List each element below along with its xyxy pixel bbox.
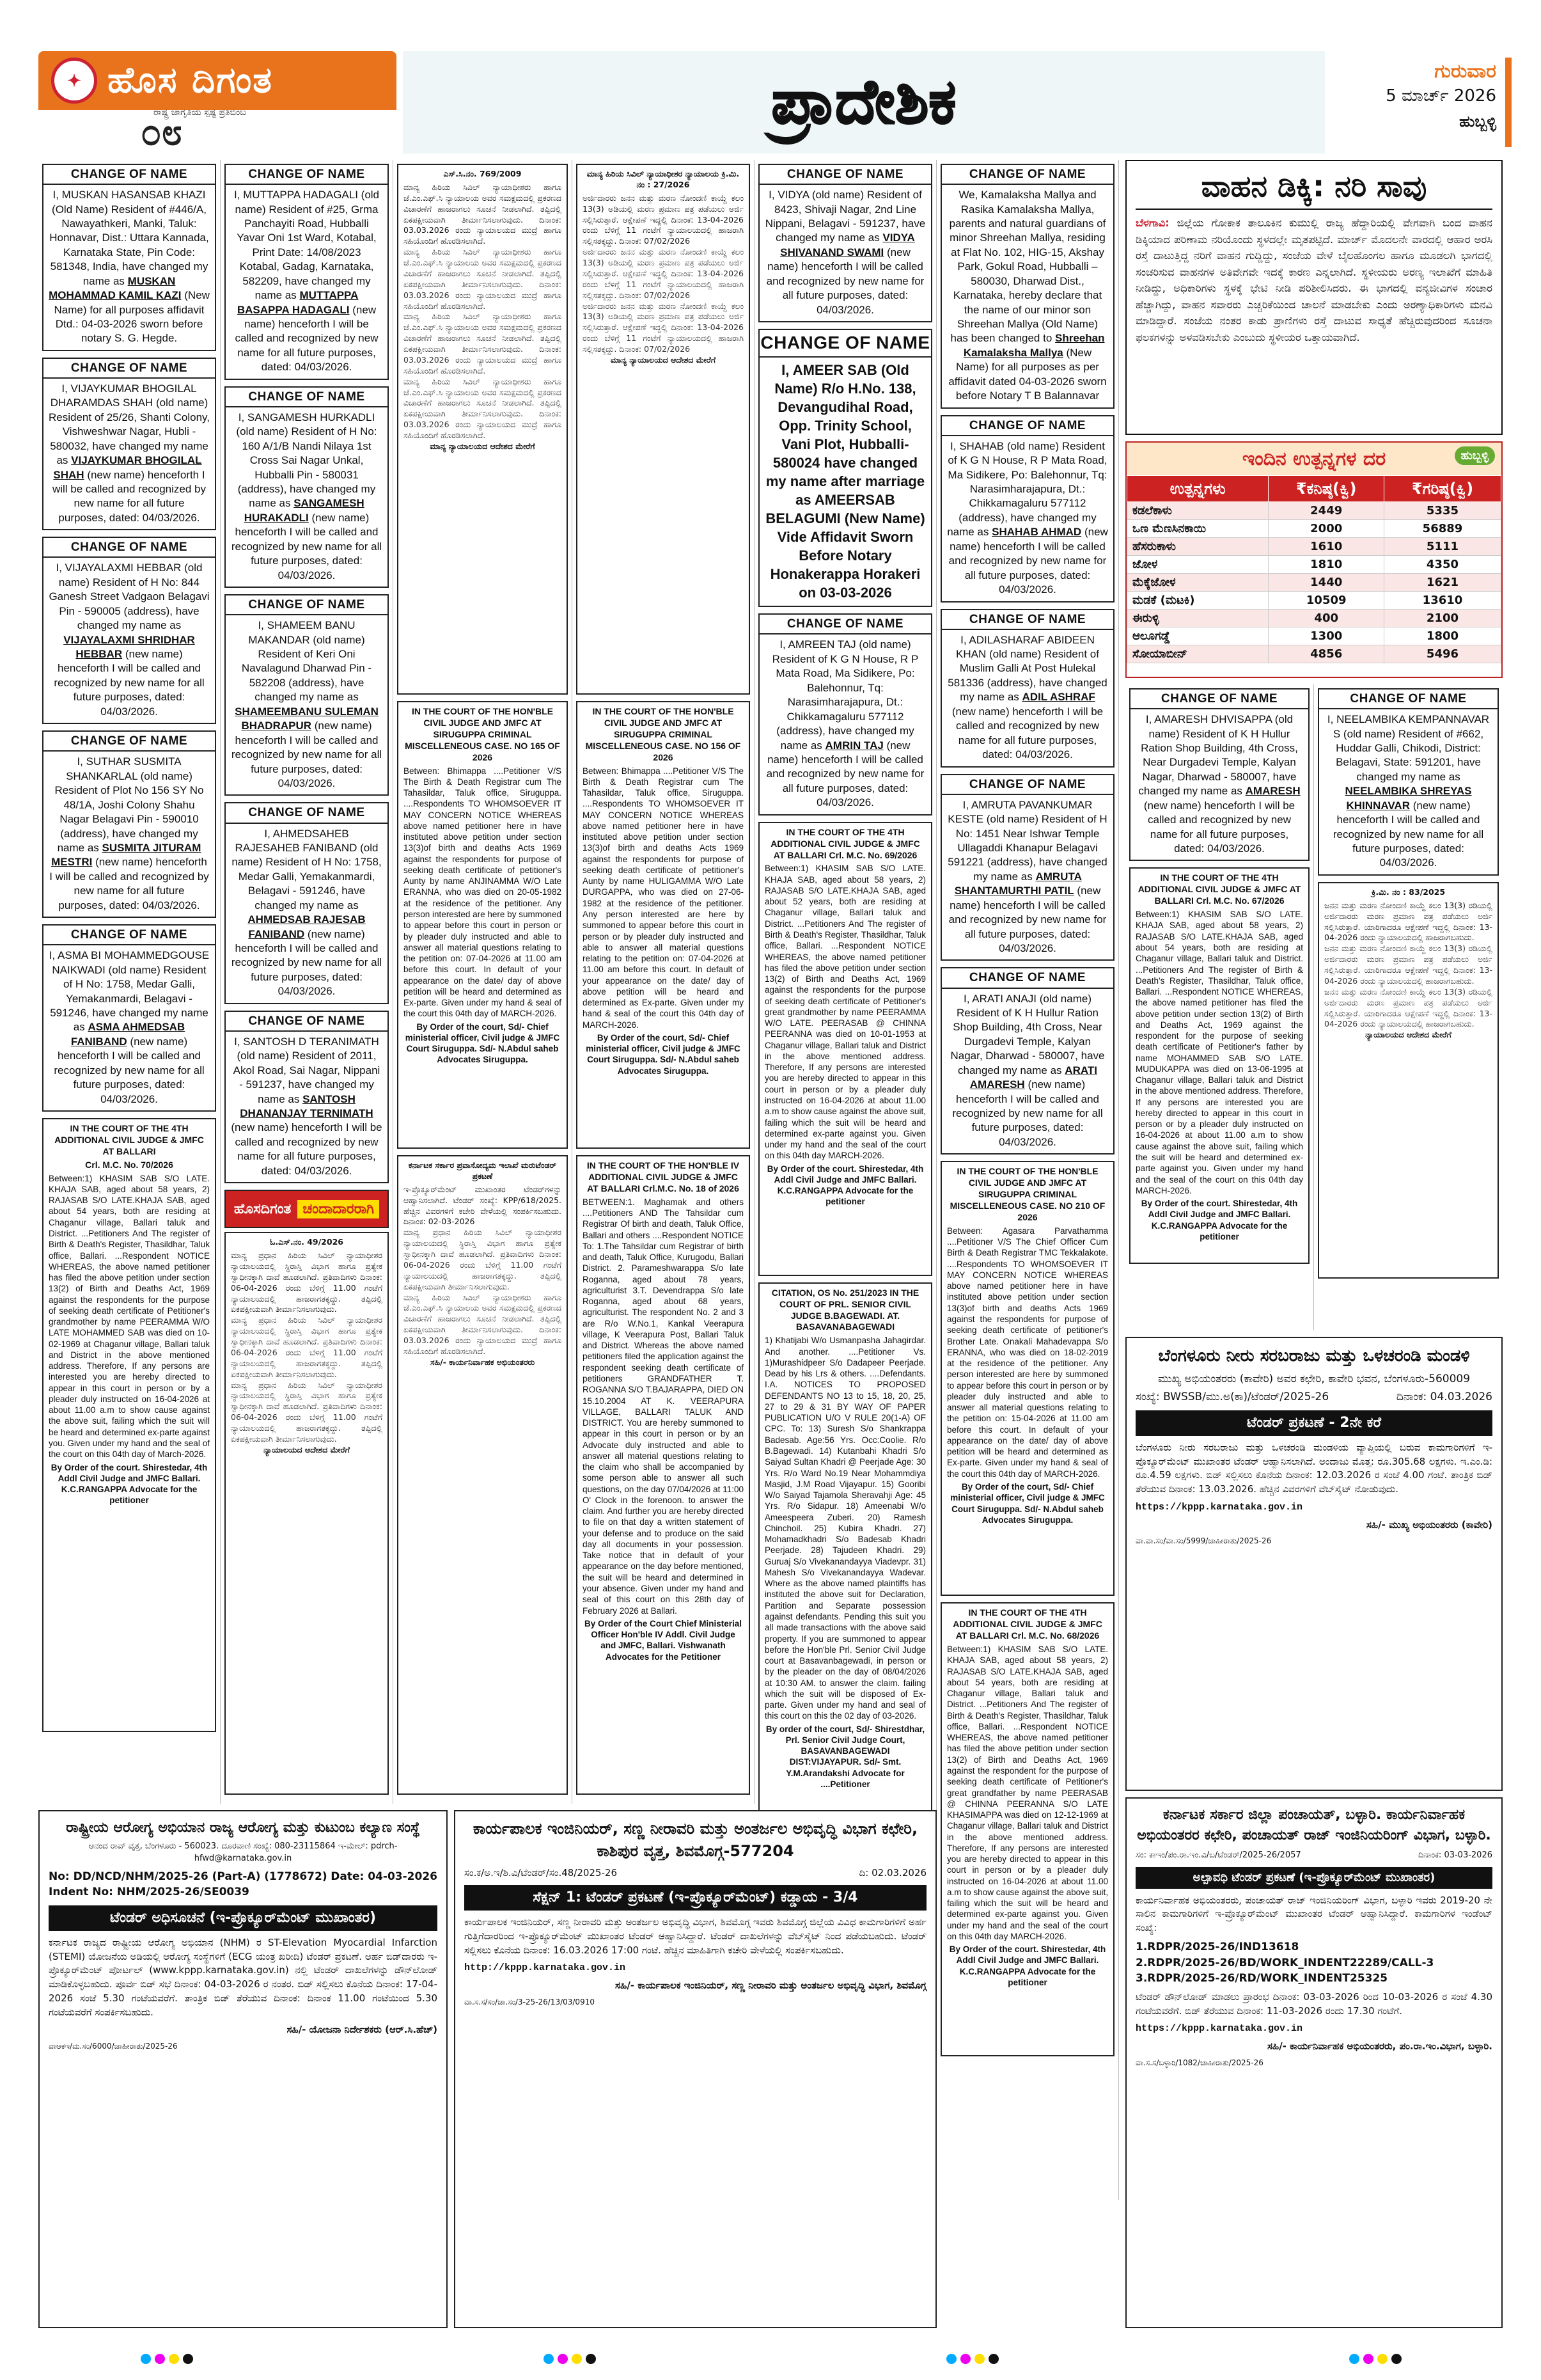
max-price: 1621 [1384, 574, 1501, 592]
min-price: 1440 [1269, 574, 1384, 592]
subscription-promo[interactable]: ಹೊಸದಿಗಂತ ಚಂದಾದಾರರಾಗಿ [224, 1190, 389, 1228]
ad-old-details: I, ASMA BI MOHAMMEDGOUSE NAIKWADI (old name) Resident of H No: 1758, Medar Galli, Yemakanmardi, Belagavi - 591246, have changed my name as [49, 949, 210, 1034]
rates-row [1127, 574, 1501, 592]
kannada-tender-notice: ಕರ್ನಾಟಕ ಸರ್ಕಾರ ಪ್ರವಾಸೋದ್ಯಮ ಇಲಾಖೆ ಮರುಟೆಂಡರ್ ಪ್ರಕಟಣೆ ಇ-ಪ್ರೊಕ್ಯೂರ್‌ಮೆಂಟ್ ಮುಖಾಂತರ ಟೆಂಡರ್‌ಗಳನ್ನು ಆಹ್ವಾನಿಸಲಾಗಿದೆ. ಟೆಂಡರ್ ಸಂಖ್ಯೆ: KPP/618/2025. ಹೆಚ್ಚಿನ ವಿವರಗಳಿಗೆ ಕಚೇರಿ ವೇಳೆಯಲ್ಲಿ ಸಂಪರ್ಕಿಸಬಹುದು. ದಿನಾಂಕ: 02-03-2026 ಮಾನ್ಯ ಪ್ರಧಾನ ಹಿರಿಯ ಸಿವಿಲ್ ನ್ಯಾಯಾಧೀಶರ ನ್ಯಾಯಾಲಯದಲ್ಲಿ ಸ್ಥಿರಾಸ್ತಿ ವಿಭಾಗ ಹಾಗೂ ಪ್ರತ್ಯೇಕ ಸ್ವಾಧೀನಕ್ಕಾಗಿ ದಾವೆ ಹೂಡಲಾಗಿದೆ. ಪ್ರತಿವಾದಿಗಳು ದಿನಾಂಕ: 06-04-2026 ರಂದು ಬೆಳಿಗ್ಗೆ 11.00 ಗಂಟೆಗೆ ನ್ಯಾಯಾಲಯದಲ್ಲಿ ಹಾಜರಾಗತಕ್ಕದ್ದು. ತಪ್ಪಿದಲ್ಲಿ ಏಕಪಕ್ಷೀಯವಾಗಿ ತೀರ್ಮಾನಿಸಲಾಗುವುದು. ಮಾನ್ಯ ಹಿರಿಯ ಸಿವಿಲ್ ನ್ಯಾಯಾಧೀಶರು ಹಾಗೂ ಜೆ.ಎಂ.ಎಫ್.ಸಿ ನ್ಯಾಯಾಲಯ ಅವರ ಸಮಕ್ಷಮದಲ್ಲಿ ಪ್ರಕರಣದ ವಿಚಾರಣೆಗೆ ಹಾಜರಾಗಲು ಸೂಚನೆ ನೀಡಲಾಗಿದೆ. ತಪ್ಪಿದಲ್ಲಿ ಏಕಪಕ್ಷೀಯವಾಗಿ ತೀರ್ಮಾನಿಸಲಾಗುವುದು. ದಿನಾಂಕ: 03.03.2026 ರಂದು ನ್ಯಾಯಾಲಯದ ಮುದ್ರೆ ಹಾಗೂ ಸಹಿಯೊಂದಿಗೆ ಹೊರಡಿಸಲಾಗಿದೆ. ಸಹಿ/- ಕಾರ್ಯನಿರ್ವಾಹಕ ಅಭಿಯಂತರರು [397, 1155, 568, 1795]
ad-title: CHANGE OF NAME [43, 359, 215, 379]
ad-declaration: (new name) henceforth I will be called and recognized by new name for all future purposes, dated: 04/03/2026. [948, 526, 1108, 596]
ad-new-name: SANGAMESH HURAKADLI [244, 497, 364, 524]
ad-title: CHANGE OF NAME [43, 732, 215, 752]
rates-city-badge: ಹುಬ್ಬಳ್ಳಿ [1455, 446, 1495, 465]
ad-old-details: I, VIJAYKUMAR BHOGILAL DHARAMDAS SHAH (old name) Resident of 25/26, Shanti Colony, Vishweshwar Nagar, Hubli - 580032, have changed my name as [49, 382, 210, 467]
change-of-name-ad [941, 967, 1115, 1155]
ad-title: CHANGE OF NAME [226, 803, 387, 823]
ad-declaration: (new name) henceforth I will be called and recognized by new name for all future purposes, dated: 04/03/2026. [951, 705, 1104, 761]
ad-declaration: (new name) henceforth I will be called and recognized by new name for all future purposes, dated: 04/03/2026. [235, 303, 379, 374]
ad-old-details: I, ADILASHARAF ABIDEEN KHAN (old name) Resident of Muslim Galli At Post Hulekal 581336 (address), have changed my name as [948, 633, 1107, 704]
ad-new-name: AMARESH [1245, 785, 1301, 798]
rates-column-header: ಉತ್ಪನ್ನಗಳು [1127, 476, 1269, 502]
ad-declaration: (new name) henceforth I will be called and recognized by new name for all future purposes, dated: 04/03/2026. [1143, 799, 1295, 855]
ad-new-name: VIJAYKUMAR BHOGILAL SHAH [53, 454, 202, 481]
max-price: 56889 [1384, 520, 1501, 538]
max-price: 4350 [1384, 556, 1501, 574]
print-registration-marks [0, 2354, 1541, 2367]
max-price: 1800 [1384, 627, 1501, 645]
edition-city: ಹುಬ್ಬಳ್ಳಿ [1459, 113, 1496, 130]
ad-new-name: SHAHAB AHMAD [992, 526, 1082, 539]
commodity-name: ಜೋಳ [1127, 556, 1269, 574]
ad-new-name: AMRUTA SHANTAMURTHI PATIL [954, 870, 1082, 897]
max-price: 5496 [1384, 645, 1501, 663]
commodity-rates-table [1125, 441, 1503, 678]
change-of-name-ad [224, 594, 389, 796]
ad-declaration: (new name) henceforth I will be called and recognized by new name for all future purposes, dated: 04/03/2026. [952, 1078, 1103, 1148]
column-8 [1314, 684, 1503, 1330]
court-notice: IN THE COURT OF THE 4TH ADDITIONAL CIVIL JUDGE & JMFC AT BALLARI Crl. M.C. No. 67/2026 Between:1) KHASIM SAB S/O LATE. KHAJA SAB, aged about 58 years, 2) RAJASAB S/O LATE.KHAJA SAB, aged about 54 years, both are residing at Chaganur village, Ballari taluk and District. ...Petitioners And The register of Birth & Death's Register, Thasildhar, Taluk office, Ballari. ...Respondent NOTICE WHEREAS, the above named petitioner has filed the above petition under section 13(2) of Birth and Deaths Act, 1969 against the respondent for the purpose of seeking death certificate of Petitioner's father by name MOHAMMED SAB S/O LATE. MUDUKAPPA was died on 13-06-1995 at Chaganur village, Ballari taluk and District in the above mentioned address. Therefore, If any persons are interested you are hereby directed to appear in this court in person or by a pleader duly instructed on 16-04-2026 at about 11.00 a.m to show cause against the above suit, failing which the suit will be heard and determined ex-parte against you. Given under my hand and the seal of the court on this 04th day MARCH-2026. By Order of the court. Shirestedar, 4th Addl Civil Judge and JMFC Ballari. K.C.RANGAPPA Advocate for the petitioner [1129, 867, 1310, 1264]
kannada-court-notice: ಎಸ್.ಸಿ.ನಂ. 769/2009 ಮಾನ್ಯ ಹಿರಿಯ ಸಿವಿಲ್ ನ್ಯಾಯಾಧೀಶರು ಹಾಗೂ ಜೆ.ಎಂ.ಎಫ್.ಸಿ ನ್ಯಾಯಾಲಯ ಅವರ ಸಮಕ್ಷಮದಲ್ಲಿ ಪ್ರಕರಣದ ವಿಚಾರಣೆಗೆ ಹಾಜರಾಗಲು ಸೂಚನೆ ನೀಡಲಾಗಿದೆ. ತಪ್ಪಿದಲ್ಲಿ ಏಕಪಕ್ಷೀಯವಾಗಿ ತೀರ್ಮಾನಿಸಲಾಗುವುದು. ದಿನಾಂಕ: 03.03.2026 ರಂದು ನ್ಯಾಯಾಲಯದ ಮುದ್ರೆ ಹಾಗೂ ಸಹಿಯೊಂದಿಗೆ ಹೊರಡಿಸಲಾಗಿದೆ. ಮಾನ್ಯ ಹಿರಿಯ ಸಿವಿಲ್ ನ್ಯಾಯಾಧೀಶರು ಹಾಗೂ ಜೆ.ಎಂ.ಎಫ್.ಸಿ ನ್ಯಾಯಾಲಯ ಅವರ ಸಮಕ್ಷಮದಲ್ಲಿ ಪ್ರಕರಣದ ವಿಚಾರಣೆಗೆ ಹಾಜರಾಗಲು ಸೂಚನೆ ನೀಡಲಾಗಿದೆ. ತಪ್ಪಿದಲ್ಲಿ ಏಕಪಕ್ಷೀಯವಾಗಿ ತೀರ್ಮಾನಿಸಲಾಗುವುದು. ದಿನಾಂಕ: 03.03.2026 ರಂದು ನ್ಯಾಯಾಲಯದ ಮುದ್ರೆ ಹಾಗೂ ಸಹಿಯೊಂದಿಗೆ ಹೊರಡಿಸಲಾಗಿದೆ. ಮಾನ್ಯ ಹಿರಿಯ ಸಿವಿಲ್ ನ್ಯಾಯಾಧೀಶರು ಹಾಗೂ ಜೆ.ಎಂ.ಎಫ್.ಸಿ ನ್ಯಾಯಾಲಯ ಅವರ ಸಮಕ್ಷಮದಲ್ಲಿ ಪ್ರಕರಣದ ವಿಚಾರಣೆಗೆ ಹಾಜರಾಗಲು ಸೂಚನೆ ನೀಡಲಾಗಿದೆ. ತಪ್ಪಿದಲ್ಲಿ ಏಕಪಕ್ಷೀಯವಾಗಿ ತೀರ್ಮಾನಿಸಲಾಗುವುದು. ದಿನಾಂಕ: 03.03.2026 ರಂದು ನ್ಯಾಯಾಲಯದ ಮುದ್ರೆ ಹಾಗೂ ಸಹಿಯೊಂದಿಗೆ ಹೊರಡಿಸಲಾಗಿದೆ. ಮಾನ್ಯ ಹಿರಿಯ ಸಿವಿಲ್ ನ್ಯಾಯಾಧೀಶರು ಹಾಗೂ ಜೆ.ಎಂ.ಎಫ್.ಸಿ ನ್ಯಾಯಾಲಯ ಅವರ ಸಮಕ್ಷಮದಲ್ಲಿ ಪ್ರಕರಣದ ವಿಚಾರಣೆಗೆ ಹಾಜರಾಗಲು ಸೂಚನೆ ನೀಡಲಾಗಿದೆ. ತಪ್ಪಿದಲ್ಲಿ ಏಕಪಕ್ಷೀಯವಾಗಿ ತೀರ್ಮಾನಿಸಲಾಗುವುದು. ದಿನಾಂಕ: 03.03.2026 ರಂದು ನ್ಯಾಯಾಲಯದ ಮುದ್ರೆ ಹಾಗೂ ಸಹಿಯೊಂದಿಗೆ ಹೊರಡಿಸಲಾಗಿದೆ. ಮಾನ್ಯ ನ್ಯಾಯಾಲಯದ ಆದೇಶದ ಮೇರೆಗೆ [397, 164, 568, 695]
ad-old-details: I, SANGAMESH HURKADLI (old name) Resident of H No: 160 A/1/B Nandi Nilaya 1st Cross Sai Nagar Unkal, Hubballi Pin - 580031 (address), have changed my name as [236, 411, 377, 510]
kannada-court-notice: ಓ.ಎಸ್.ನಂ. 49/2026 ಮಾನ್ಯ ಪ್ರಧಾನ ಹಿರಿಯ ಸಿವಿಲ್ ನ್ಯಾಯಾಧೀಶರ ನ್ಯಾಯಾಲಯದಲ್ಲಿ ಸ್ಥಿರಾಸ್ತಿ ವಿಭಾಗ ಹಾಗೂ ಪ್ರತ್ಯೇಕ ಸ್ವಾಧೀನಕ್ಕಾಗಿ ದಾವೆ ಹೂಡಲಾಗಿದೆ. ಪ್ರತಿವಾದಿಗಳು ದಿನಾಂಕ: 06-04-2026 ರಂದು ಬೆಳಿಗ್ಗೆ 11.00 ಗಂಟೆಗೆ ನ್ಯಾಯಾಲಯದಲ್ಲಿ ಹಾಜರಾಗತಕ್ಕದ್ದು. ತಪ್ಪಿದಲ್ಲಿ ಏಕಪಕ್ಷೀಯವಾಗಿ ತೀರ್ಮಾನಿಸಲಾಗುವುದು. ಮಾನ್ಯ ಪ್ರಧಾನ ಹಿರಿಯ ಸಿವಿಲ್ ನ್ಯಾಯಾಧೀಶರ ನ್ಯಾಯಾಲಯದಲ್ಲಿ ಸ್ಥಿರಾಸ್ತಿ ವಿಭಾಗ ಹಾಗೂ ಪ್ರತ್ಯೇಕ ಸ್ವಾಧೀನಕ್ಕಾಗಿ ದಾವೆ ಹೂಡಲಾಗಿದೆ. ಪ್ರತಿವಾದಿಗಳು ದಿನಾಂಕ: 06-04-2026 ರಂದು ಬೆಳಿಗ್ಗೆ 11.00 ಗಂಟೆಗೆ ನ್ಯಾಯಾಲಯದಲ್ಲಿ ಹಾಜರಾಗತಕ್ಕದ್ದು. ತಪ್ಪಿದಲ್ಲಿ ಏಕಪಕ್ಷೀಯವಾಗಿ ತೀರ್ಮಾನಿಸಲಾಗುವುದು. ಮಾನ್ಯ ಪ್ರಧಾನ ಹಿರಿಯ ಸಿವಿಲ್ ನ್ಯಾಯಾಧೀಶರ ನ್ಯಾಯಾಲಯದಲ್ಲಿ ಸ್ಥಿರಾಸ್ತಿ ವಿಭಾಗ ಹಾಗೂ ಪ್ರತ್ಯೇಕ ಸ್ವಾಧೀನಕ್ಕಾಗಿ ದಾವೆ ಹೂಡಲಾಗಿದೆ. ಪ್ರತಿವಾದಿಗಳು ದಿನಾಂಕ: 06-04-2026 ರಂದು ಬೆಳಿಗ್ಗೆ 11.00 ಗಂಟೆಗೆ ನ್ಯಾಯಾಲಯದಲ್ಲಿ ಹಾಜರಾಗತಕ್ಕದ್ದು. ತಪ್ಪಿದಲ್ಲಿ ಏಕಪಕ್ಷೀಯವಾಗಿ ತೀರ್ಮಾನಿಸಲಾಗುವುದು. ನ್ಯಾಯಾಲಯದ ಆದೇಶದ ಮೇರೆಗೆ [224, 1232, 389, 1795]
ad-new-name: SANTOSH DHANANJAY TERNIMATH [240, 1092, 373, 1120]
rates-row [1127, 502, 1501, 520]
story-body: ಬೆಳಗಾವಿ: ಜಿಲ್ಲೆಯ ಗೋಕಾಕ ತಾಲೂಕಿನ ಕುಮುಲ್ಲಿ ರಾಜ್ಯ ಹೆದ್ದಾರಿಯಲ್ಲಿ ವೇಗವಾಗಿ ಬಂದ ವಾಹನ ಡಿಕ್ಕಿಯಾದ ಪರಿಣಾಮ ನರಿಯೊಂದು ಸ್ಥಳದಲ್ಲೇ ಮೃತಪಟ್ಟಿದೆ. ಮಾರ್ಚ್ ಮೊದಲನೇ ವಾರದಲ್ಲಿ ಆಹಾರ ಅರಸಿ ರಸ್ತೆ ದಾಟುತ್ತಿದ್ದ ನರಿಗೆ ವಾಹನ ಗುದ್ದಿದ್ದು, ಸಂಜೆಯ ವೇಳೆ ಬೈಲಹೊಂಗಲ ಹಾಗೂ ಮೂಡಲಗಿ ಭಾಗದಲ್ಲಿ ಸಂಚರಿಸುವ ವಾಹನಗಳ ಅತಿವೇಗವೇ ಇದಕ್ಕೆ ಕಾರಣ ಎನ್ನಲಾಗಿದೆ. ಸ್ಥಳೀಯರು ಅರಣ್ಯ ಇಲಾಖೆಗೆ ಮಾಹಿತಿ ನೀಡಿದ್ದು, ಅಧಿಕಾರಿಗಳು ಸ್ಥಳಕ್ಕೆ ಭೇಟಿ ನೀಡಿ ಪರಿಶೀಲಿಸಿದರು. ಈ ಭಾಗದಲ್ಲಿ ವನ್ಯಜೀವಿಗಳ ಸಂಚಾರ ಹೆಚ್ಚಾಗಿದ್ದು, ವಾಹನ ಸವಾರರು ಎಚ್ಚರಿಕೆಯಿಂದ ಚಾಲನೆ ಮಾಡಬೇಕು ಎಂದು ಅರಣ್ಯಾಧಿಕಾರಿಗಳು ಮನವಿ ಮಾಡಿದ್ದಾರೆ. ಸಂಜೆಯ ನಂತರ ಕಾಡು ಪ್ರಾಣಿಗಳು ರಸ್ತೆ ದಾಟುವ ಸಾಧ್ಯತೆ ಹೆಚ್ಚಿರುವುದರಿಂದ ಸೂಚನಾ ಫಲಕಗಳನ್ನು ಅಳವಡಿಸಬೇಕು ಎಂಬುದು ಸ್ಥಳೀಯರ ಒತ್ತಾಯವಾಗಿದೆ. [1136, 217, 1492, 343]
max-price: 13610 [1384, 592, 1501, 610]
ad-title: CHANGE OF NAME [942, 775, 1113, 795]
ad-title: CHANGE OF NAME [226, 595, 387, 615]
ad-title: CHANGE OF NAME [43, 165, 215, 185]
court-notice: IN THE COURT OF THE 4TH ADDITIONAL CIVIL JUDGE & JMFC AT BALLARI Crl. M.C. No. 69/2026 Between:1) KHASIM SAB S/O LATE. KHAJA SAB, aged about 58 years, 2) RAJASAB S/O LATE.KHAJA SAB, aged about 52 years, both are residing at Chaganur village, Ballari taluk and District. ...Petitioners And The register of Birth & Death's Register, Thasildhar, Taluk office, Ballari. ...Respondent NOTICE WHEREAS, the above named petitioner has filed the above petition under section 13(2) of Birth and Deaths Act, 1969 against the respondents for the purpose of seeking death certificate of Petitioner's great grandmother by name PEERAMMA W/O LATE. PEERASAB @ CHINNA PEERANNA was died on 10-01-1953 at Chaganur village, Ballari taluk and District in the above mentioned address. Therefore, If any persons are interested you are hereby directed to appear in this court in person or by a pleader duly instructed on 16-04-2026 at about 11.00 a.m to show cause against the above suit, failing which the suit will be heard and determined ex-parte against you. Given under my hand and the seal of the court on this 04th day MARCH-2026. By Order of the court. Shirestedar, 4th Addl Civil Judge and JMFC Ballari. K.C.RANGAPPA Advocate for the petitioner [758, 822, 932, 1276]
max-price: 2100 [1384, 610, 1501, 627]
section-banner [403, 51, 1325, 154]
tender-link[interactable]: https://kppp.karnataka.gov.in [1136, 1501, 1303, 1513]
rates-row [1127, 610, 1501, 627]
ad-old-details: I, AMARESH DHVISAPPA (old name) Resident of K H Hullur Ration Shop Building, 4th Cross, Near Durgadevi Temple, Kalyan Nagar, Dharwad - 580007, have changed my name as [1138, 713, 1298, 798]
commodity-name: ಆಲೂಗಡ್ಡೆ [1127, 627, 1269, 645]
headline: ವಾಹನ ಡಿಕ್ಕಿ: ನರಿ ಸಾವು [1136, 169, 1492, 210]
commodity-name: ಮೆಕ್ಕೆಜೋಳ [1127, 574, 1269, 592]
commodity-name: ಒಣ ಮೆಣಸಿನಕಾಯಿ [1127, 520, 1269, 538]
court-notice: IN THE COURT OF THE 4TH ADDITIONAL CIVIL JUDGE & JMFC AT BALLARI Crl. M.C. No. 70/2026 Between:1) KHASIM SAB S/O LATE. KHAJA SAB, aged about 58 years, 2) RAJASAB S/O LATE.KHAJA SAB, aged about 54 years, both are residing at Chaganur village, Ballari taluk and District. ...Petitioners And The register of Birth & Death's Register, Thasildhar, Taluk office, Ballari. ...Respondent NOTICE WHEREAS, the above named petitioner has filed the above petition under section 13(2) of Birth and Deaths Act, 1969 against the respondents for the purpose of seeking death certificate of Petitioner's grandmother by name PEERAMMA W/O LATE MOHAMMED SAB was died on 10-02-1969 at Chaganur village, Ballari taluk and District in the above mentioned address. Therefore, If any persons are interested you are hereby directed to appear in this court in person or by a pleader duly instructed on 16-04-2026 at about 11.00 a.m to show cause against the above suit, failing which the suit will be heard and determined ex-parte against you. Given under my hand and the seal of the court on this 04th day of March-2026. By Order of the court. Shirestedar, 4th Addl Civil Judge and JMFC Ballari. K.C.RANGAPPA Advocate for the petitioner [42, 1118, 216, 1732]
tender-nhm: ರಾಷ್ಟ್ರೀಯ ಆರೋಗ್ಯ ಅಭಿಯಾನ ರಾಜ್ಯ ಆರೋಗ್ಯ ಮತ್ತು ಕುಟುಂಬ ಕಲ್ಯಾಣ ಸಂಸ್ಥೆ ಆನಂದ ರಾವ್ ವೃತ್ತ, ಬೆಂಗಳೂರು - 560023. ದೂರವಾಣಿ ಸಂಖ್ಯೆ: 080-23115864 ಇ-ಮೇಲ್: pdrch-hfwd@karnataka.gov.in No: DD/NCD/NHM/2025-26 (Part-A) (1778672) Date: 04-03-2026 Indent No: NHM/2025-26/SE0039 ಟೆಂಡರ್ ಅಧಿಸೂಚನೆ (ಇ-ಪ್ರೊಕ್ಯೂರ್‌ಮೆಂಟ್ ಮುಖಾಂತರ) ಕರ್ನಾಟಕ ರಾಜ್ಯದ ರಾಷ್ಟ್ರೀಯ ಆರೋಗ್ಯ ಅಭಿಯಾನ (NHM) ರ ST-Elevation Myocardial Infarction (STEMI) ಯೋಜನೆಯ ಅಡಿಯಲ್ಲಿ ಆರೋಗ್ಯ ಸಂಸ್ಥೆಗಳಿಗೆ (ECG ಯಂತ್ರ ಖರೀದಿ) ಟೆಂಡರ್ ಪ್ರಕಟಣೆ. ಅರ್ಹ ಬಿಡ್‌ದಾರರು ಇ-ಪ್ರೊಕ್ಯೂರ್‌ಮೆಂಟ್ ಪೋರ್ಟಲ್ (www.kppp.karnataka.gov.in) ನಲ್ಲಿ ಟೆಂಡರ್ ದಾಖಲೆಗಳನ್ನು ಡೌನ್‌ಲೋಡ್ ಮಾಡಿಕೊಳ್ಳಬಹುದು. ಪೂರ್ವ ಬಿಡ್ ಸಭೆ ದಿನಾಂಕ: 04-03-2026 ರ ನಂತರ. ಬಿಡ್ ಸಲ್ಲಿಸಲು ಕೊನೆಯ ದಿನಾಂಕ: 17-04-2026 ಸಂಜೆ 5.30 ಗಂಟೆಯವರೆಗೆ. ತಾಂತ್ರಿಕ ಬಿಡ್ ತೆರೆಯುವ ದಿನಾಂಕ: ದಿನಾಂಕ 11.00 ಗಂಟೆಯಿಂದ 5.30 ಗಂಟೆಯವರೆಗೆ ಸಂಪರ್ಕಿಸಬಹುದು. ಸಹಿ/- ಯೋಜನಾ ನಿರ್ದೇಶಕರು (ಆರ್.ಸಿ.ಹೆಚ್) ವಾಆಕಇ/ಮ.ಸಂ/6000/ಜಾಹೀರಾತು/2025-26 [38, 1810, 448, 2328]
tagline: ರಾಷ್ಟ್ರ ಜಾಗೃತಿಯ ಸ್ಪಷ್ಟ ಪ್ರತಿಬಿಂಬ [153, 107, 246, 118]
change-of-name-ad: CHANGE OF NAME I, AMREEN TAJ (old name) Resident of K G N House, R P Mata Road, Ma Sidikere, Po: Balehonnur, Tq: Narasimharajapura, Dt.: Chikkamagaluru 577112 (address), have changed my name as AMRIN TAJ (new name) henceforth I will be called and recognized by new name for all future purposes, dated: 04/03/2026. [758, 613, 932, 815]
page-number: ೦೮ [38, 110, 396, 154]
change-of-name-ad: CHANGE OF NAME I, VIDYA (old name) Resident of 8423, Shivaji Nagar, 2nd Line Nippani, Belagavi - 591237, have changed my name as VIDYA SHIVANAND SWAMI (new name) henceforth I will be called and recognized by new name for all future purposes, dated: 04/03/2026. [758, 164, 932, 322]
ad-declaration: (new name) henceforth I will be called and recognized by new name for all future purposes, dated: 04/03/2026. [231, 927, 382, 998]
ad-title: CHANGE OF NAME [226, 1012, 387, 1032]
kannada-court-notice: ಮಾನ್ಯ ಹಿರಿಯ ಸಿವಿಲ್ ನ್ಯಾಯಾಧೀಶರ ನ್ಯಾಯಾಲಯ ಕ್ರಿ.ಮಿ. ನಂ : 27/2026 ಅರ್ಜಿದಾರರು ಜನನ ಮತ್ತು ಮರಣ ನೋಂದಣಿ ಕಾಯ್ದೆ ಕಲಂ 13(3) ಅಡಿಯಲ್ಲಿ ಮರಣ ಪ್ರಮಾಣ ಪತ್ರ ಪಡೆಯಲು ಅರ್ಜಿ ಸಲ್ಲಿಸಿರುತ್ತಾರೆ. ಆಕ್ಷೇಪಣೆ ಇದ್ದಲ್ಲಿ ದಿನಾಂಕ: 13-04-2026 ರಂದು ಬೆಳಿಗ್ಗೆ 11 ಗಂಟೆಗೆ ನ್ಯಾಯಾಲಯದಲ್ಲಿ ಹಾಜರಾಗಿ ಸಲ್ಲಿಸತಕ್ಕದ್ದು. ದಿನಾಂಕ: 07/02/2026 ಅರ್ಜಿದಾರರು ಜನನ ಮತ್ತು ಮರಣ ನೋಂದಣಿ ಕಾಯ್ದೆ ಕಲಂ 13(3) ಅಡಿಯಲ್ಲಿ ಮರಣ ಪ್ರಮಾಣ ಪತ್ರ ಪಡೆಯಲು ಅರ್ಜಿ ಸಲ್ಲಿಸಿರುತ್ತಾರೆ. ಆಕ್ಷೇಪಣೆ ಇದ್ದಲ್ಲಿ ದಿನಾಂಕ: 13-04-2026 ರಂದು ಬೆಳಿಗ್ಗೆ 11 ಗಂಟೆಗೆ ನ್ಯಾಯಾಲಯದಲ್ಲಿ ಹಾಜರಾಗಿ ಸಲ್ಲಿಸತಕ್ಕದ್ದು. ದಿನಾಂಕ: 07/02/2026 ಅರ್ಜಿದಾರರು ಜನನ ಮತ್ತು ಮರಣ ನೋಂದಣಿ ಕಾಯ್ದೆ ಕಲಂ 13(3) ಅಡಿಯಲ್ಲಿ ಮರಣ ಪ್ರಮಾಣ ಪತ್ರ ಪಡೆಯಲು ಅರ್ಜಿ ಸಲ್ಲಿಸಿರುತ್ತಾರೆ. ಆಕ್ಷೇಪಣೆ ಇದ್ದಲ್ಲಿ ದಿನಾಂಕ: 13-04-2026 ರಂದು ಬೆಳಿಗ್ಗೆ 11 ಗಂಟೆಗೆ ನ್ಯಾಯಾಲಯದಲ್ಲಿ ಹಾಜರಾಗಿ ಸಲ್ಲಿಸತಕ್ಕದ್ದು. ದಿನಾಂಕ: 07/02/2026 ಮಾನ್ಯ ನ್ಯಾಯಾಲಯದ ಆದೇಶದ ಮೇರೆಗೆ [576, 164, 750, 695]
change-of-name-ad [42, 358, 216, 530]
tender-bwssb: ಬೆಂಗಳೂರು ನೀರು ಸರಬರಾಜು ಮತ್ತು ಒಳಚರಂಡಿ ಮಂಡಳಿ ಮುಖ್ಯ ಅಭಿಯಂತರರು (ಕಾವೇರಿ) ಅವರ ಕಛೇರಿ, ಕಾವೇರಿ ಭವನ, ಬೆಂಗಳೂರು-560009 ಸಂಖ್ಯೆ: BWSSB/ಮು.ಅ(ಕಾ)/ಟೆಂಡರ್/2025-26 ದಿನಾಂಕ: 04.03.2026 ಟೆಂಡರ್ ಪ್ರಕಟಣೆ - 2ನೇ ಕರೆ ಬೆಂಗಳೂರು ನೀರು ಸರಬರಾಜು ಮತ್ತು ಒಳಚರಂಡಿ ಮಂಡಳಿಯ ವ್ಯಾಪ್ತಿಯಲ್ಲಿ ಬರುವ ಕಾಮಗಾರಿಗಳಿಗೆ ಇ-ಪ್ರೊಕ್ಯೂರ್‌ಮೆಂಟ್ ಮುಖಾಂತರ ಟೆಂಡರ್ ಆಹ್ವಾನಿಸಲಾಗಿದೆ. ಅಂದಾಜು ಮೊತ್ತ: ರೂ.305.68 ಲಕ್ಷಗಳು. ಇ.ಎಂ.ಡಿ: ರೂ.4.59 ಲಕ್ಷಗಳು. ಬಿಡ್ ಸಲ್ಲಿಸಲು ಕೊನೆಯ ದಿನಾಂಕ: 12.03.2026 ರ ಸಂಜೆ 4.00 ಗಂಟೆ. ತಾಂತ್ರಿಕ ಬಿಡ್ ತೆರೆಯುವ ದಿನಾಂಕ: 13.03.2026. ಹೆಚ್ಚಿನ ವಿವರಗಳಿಗೆ ವೆಬ್‌ಸೈಟ್ ನೋಡುವುದು. https://kppp.karnataka.gov.in ಸಹಿ/- ಮುಖ್ಯ ಅಭಿಯಂತರರು (ಕಾವೇರಿ) ವಾ.ವಾ.ಸಂ/ವಾ.ಸಂ/5999/ಜಾಹೀರಾತು/2025-26 [1125, 1337, 1503, 1791]
rates-column-header: ₹ಕನಿಷ್ಠ(ಕ್ವಿ) [1269, 476, 1384, 502]
ad-declaration: (New Name) for all purposes as per affidavit dated 04-03-2026 sworn before Notary T B Balannavar [948, 346, 1107, 402]
rates-row [1127, 627, 1501, 645]
ad-new-name: Shreehan Kamalaksha Mallya [963, 332, 1105, 359]
ad-new-name: VIJAYALAXMI SHRIDHAR HEBBAR [63, 633, 195, 661]
ad-old-details: We, Kamalaksha Mallya and Rasika Kamalaksha Mallya, parents and natural guardians of minor Shreehan Mallya, residing at Flat No. 102, HIG-15, Akshay Park, Gokul Road, Hubballi – 580030, Dharwad Dist., Karnataka, hereby declare that the name of our minor son Shreehan Mallya (Old Name) has been changed to [949, 189, 1106, 345]
min-price: 2000 [1269, 520, 1384, 538]
column-6 [937, 160, 1119, 2200]
ad-declaration: (new name) henceforth I will be called and recognized by new name for all future purposes, dated: 04/03/2026. [54, 648, 205, 718]
ad-new-name: MUSKAN MOHAMMAD KAMIL KAZI [49, 274, 182, 302]
logo-emblem-icon: ✦ [51, 58, 97, 104]
rates-row [1127, 645, 1501, 663]
column-4 [572, 160, 755, 1804]
ad-old-details: I, AHMEDSAHEB RAJESAHEB FANIBAND (old name) Resident of H No: 1758, Medar Galli, Yemakanmardi, Belagavi - 591246, have changed my name as [231, 827, 382, 911]
min-price: 1610 [1269, 538, 1384, 556]
ad-old-details: I, ARATI ANAJI (old name) Resident of K H Hullur Ration Shop Building, 4th Cross, Near Durgadevi Temple, Kalyan Nagar, Dharwad - 580007, have changed my name as [950, 992, 1105, 1076]
change-of-name-ad [42, 537, 216, 724]
rates-row [1127, 592, 1501, 610]
issue-date: 5 ಮಾರ್ಚ್ 2026 [1386, 86, 1496, 106]
rates-title: ಇಂದಿನ ಉತ್ಪನ್ನಗಳ ದರ ಹುಬ್ಬಳ್ಳಿ [1127, 443, 1501, 475]
ad-title: CHANGE OF NAME [43, 538, 215, 558]
change-of-name-ad [42, 164, 216, 351]
change-of-name-ad [941, 415, 1115, 603]
max-price: 5335 [1384, 502, 1501, 520]
court-notice: IN THE COURT OF THE HON'BLE CIVIL JUDGE AND JMFC AT SIRUGUPPA CRIMINAL MISCELLENEOUS CASE. NO 165 OF 2026 Between: Bhimappa ....Petitioner V/S The Birth & Death Registrar cum The Tahasildar, Taluk office, Siruguppa. ....Respondents TO WHOMSOEVER IT MAY CONCERN NOTICE WHEREAS above named petitioner here in have instituted above petition under section 13(3)of birth and deaths Acts 1969 against the respondents for purpose of seeking death certificate of petitioner's Aunty by name ANJINAMMA W/O Late ERANNA, who was died on 20-05-1982 at the residence of the petitioner. Any person interested are here by summoned to appear before this court in person or by pleader duly instructed and able to answer all material questions relating to the petition on: 07-04-2026 at 11.00 am before this court. In default of your appearance on the date/ day of above petition will be heard and determined as Ex-parte. Given under my hand & seal of the court this 04th day of MARCH-2026. By Order of the court, Sd/- Chief ministerial officer, Civil judge & JMFC Court Siruguppa. Sd/- N.Abdul saheb Advocates Siruguppa. [397, 701, 568, 1149]
ad-declaration: (new name) henceforth I will be called and recognized by new name for all future purposes, dated: 04/03/2026. [1333, 799, 1484, 869]
ad-title: CHANGE OF NAME [942, 165, 1113, 185]
indent-number: 1.RDPR/2025-26/IND13618 [1136, 1940, 1299, 1953]
section-title: ಪ್ರಾದೇಶಿಕ [771, 66, 957, 138]
min-price: 2449 [1269, 502, 1384, 520]
ad-declaration: (New Name) for all purposes affidavit Dtd.: 04-03-2026 sworn before notary S. G. Hegde. [54, 289, 210, 345]
court-citation: CITATION, OS No. 251/2023 IN THE COURT OF PRL. SENIOR CIVIL JUDGE B.BAGEWADI. AT. BASAVANABAGEWADI 1) Khatijabi W/o Usmanpasha Jahagirdar. And another. ....Petitioner Vs. 1)Murashidpeer S/o Dadapeer Peerjade. Dead by his Lrs & others. ....Defendants. I.A. NOTICES TO PROPOSED DEFENDANTS NO 13 to 15, 18, 20, 25, 27 to 29 & 31 BY WAY OF PAPER PUBLICATION U/O V RULE 20(1-A) OF CPC. To: 13) Suresh S/o Shankrappa Badesab. Age:56 Yrs. Occ:Coolie. R/o B.Bagewadi. 14) Kutanbahi Khadri S/o Saiyad Sultan Khadri @ Peerjade Age: 30 Yrs. R/o Ward No.19 Near Mohammdiya Masjid, J.M Road Vijayapur. 15) Gooribi W/o Saiyad Tajamola Sheravahji Age: 45 Yrs. R/o Sidapur. 18) Ameenabi W/o Ameespeera Zuberi. 20) Ramesh Chinchoil. 25) Kubira Khadri. 27) Mohamadkhadri S/o Badesab Khadri Peerjade. 28) Tajudeen Khadri. 29) Guruaj S/o Vivekanandayya Viadevpr. 31) Mahesh S/o Vivekanandayya Wadevar. Where as the above named plaintiffs has instituted the above suit for Declaration, Partition and Separate possession against defendants. Pending this suit you all made transactions with the above said property. If you are summoned to appear before the Hon'ble Prl. Senior Civil Judge court at Basavanbagewadi, in person or by the pleader on the day of 08/04/2026 at 10:30 AM. to answer the claim. failing which the suit will be disposed of Ex-parte. Given under my hand and seal of this court on this the 02 day of 03-2026. By order of the court, Sd/- Shirestdhar, Prl. Senior Civil Judge Court, BASAVANBAGEWADI DIST:VIJAYAPUR. Sd/- Smt. Y.M.Arandakshi Advocate for ....Petitioner [758, 1282, 932, 2056]
ad-new-name: MUTTAPPA BASAPPA HADAGALI [237, 289, 359, 316]
min-price: 400 [1269, 610, 1384, 627]
min-price: 4856 [1269, 645, 1384, 663]
ad-old-details: I, SHAHAB (old name) Resident of K G N House, R P Mata Road, Ma Sidikere, Po: Balehonnur, Tq: Narasimharajapura, Dt.: Chikkamagaluru 577112 (address), have changed my name as [947, 439, 1107, 539]
kannada-court-notice: ಕ್ರಿ.ಮಿ. ನಂ : 83/2025 ಜನನ ಮತ್ತು ಮರಣ ನೋಂದಣಿ ಕಾಯ್ದೆ ಕಲಂ 13(3) ರಡಿಯಲ್ಲಿ ಅರ್ಜಿದಾರರು ಮರಣ ಪ್ರಮಾಣ ಪತ್ರ ಪಡೆಯಲು ಅರ್ಜಿ ಸಲ್ಲಿಸಿರುತ್ತಾರೆ. ಯಾರಿಗಾದರೂ ಆಕ್ಷೇಪಣೆ ಇದ್ದಲ್ಲಿ ದಿನಾಂಕ: 13-04-2026 ರಂದು ನ್ಯಾಯಾಲಯದಲ್ಲಿ ಹಾಜರಾಗಬಹುದು. ಜನನ ಮತ್ತು ಮರಣ ನೋಂದಣಿ ಕಾಯ್ದೆ ಕಲಂ 13(3) ರಡಿಯಲ್ಲಿ ಅರ್ಜಿದಾರರು ಮರಣ ಪ್ರಮಾಣ ಪತ್ರ ಪಡೆಯಲು ಅರ್ಜಿ ಸಲ್ಲಿಸಿರುತ್ತಾರೆ. ಯಾರಿಗಾದರೂ ಆಕ್ಷೇಪಣೆ ಇದ್ದಲ್ಲಿ ದಿನಾಂಕ: 13-04-2026 ರಂದು ನ್ಯಾಯಾಲಯದಲ್ಲಿ ಹಾಜರಾಗಬಹುದು. ಜನನ ಮತ್ತು ಮರಣ ನೋಂದಣಿ ಕಾಯ್ದೆ ಕಲಂ 13(3) ರಡಿಯಲ್ಲಿ ಅರ್ಜಿದಾರರು ಮರಣ ಪ್ರಮಾಣ ಪತ್ರ ಪಡೆಯಲು ಅರ್ಜಿ ಸಲ್ಲಿಸಿರುತ್ತಾರೆ. ಯಾರಿಗಾದರೂ ಆಕ್ಷೇಪಣೆ ಇದ್ದಲ್ಲಿ ದಿನಾಂಕ: 13-04-2026 ರಂದು ನ್ಯಾಯಾಲಯದಲ್ಲಿ ಹಾಜರಾಗಬಹುದು. ನ್ಯಾಯಾಲಯದ ಆದೇಶದ ಮೇರೆಗೆ [1318, 882, 1499, 1279]
ad-title: CHANGE OF NAME [942, 610, 1113, 630]
issue-day: ಗುರುವಾರ [1434, 60, 1496, 83]
min-price: 1810 [1269, 556, 1384, 574]
tender-ballari: ಕರ್ನಾಟಕ ಸರ್ಕಾರ ಜಿಲ್ಲಾ ಪಂಚಾಯತ್, ಬಳ್ಳಾರಿ. ಕಾರ್ಯನಿರ್ವಾಹಕ ಅಭಿಯಂತರರ ಕಛೇರಿ, ಪಂಚಾಯತ್ ರಾಜ್ ಇಂಜಿನಿಯರಿಂಗ್ ವಿಭಾಗ, ಬಳ್ಳಾರಿ. ಸಂ: ಕಾಇಂ/ಪಂ.ರಾ.ಇಂ.ವಿ/ಬ/ಟೆಂಡರ್/2025-26/2057 ದಿನಾಂಕ: 03-03-2026 ಅಲ್ಪಾವಧಿ ಟೆಂಡರ್ ಪ್ರಕಟಣೆ (ಇ-ಪ್ರೊಕ್ಯೂರ್‌ಮೆಂಟ್ ಮುಖಾಂತರ) ಕಾರ್ಯನಿರ್ವಾಹಕ ಅಭಿಯಂತರರು, ಪಂಚಾಯತ್ ರಾಜ್ ಇಂಜಿನಿಯರಿಂಗ್ ವಿಭಾಗ, ಬಳ್ಳಾರಿ ಇವರು 2019-20 ನೇ ಸಾಲಿನ ಕಾಮಗಾರಿಗಳಿಗೆ ಇ-ಪ್ರೊಕ್ಯೂರ್‌ಮೆಂಟ್ ಮುಖಾಂತರ ಟೆಂಡರ್ ಆಹ್ವಾನಿಸಿದ್ದಾರೆ. ಕಾಮಗಾರಿಗಳ ಇಂಡೆಂಟ್ ಸಂಖ್ಯೆ: 1.RDPR/2025-26/IND13618 2.RDPR/2025-26/BD/WORK_INDENT22289/CALL-3 3.RDPR/2025-26/RD/WORK_INDENT25325 ಟೆಂಡರ್ ಡೌನ್‌ಲೋಡ್ ಮಾಡಲು ಪ್ರಾರಂಭ ದಿನಾಂಕ: 03-03-2026 ರಿಂದ 10-03-2026 ರ ಸಂಜೆ 4.30 ಗಂಟೆಯವರೆಗೆ. ಬಿಡ್ ತೆರೆಯುವ ದಿನಾಂಕ: 11-03-2026 ರಂದು 17.30 ಗಂಟೆಗೆ. https://kppp.karnataka.gov.in ಸಹಿ/- ಕಾರ್ಯನಿರ್ವಾಹಕ ಅಭಿಯಂತರರು, ಪಂ.ರಾ.ಇಂ.ವಿಭಾಗ, ಬಳ್ಳಾರಿ. ವಾ.ಸ.ಸ/ಬಳ್ಳಾರಿ/1082/ಜಾಹೀರಾತು/2025-26 [1125, 1797, 1503, 2328]
ad-title: CHANGE OF NAME [942, 968, 1113, 988]
min-price: 10509 [1269, 592, 1384, 610]
ad-new-name: SHAMEEMBANU SULEMAN BHADRAPUR [235, 705, 379, 732]
change-of-name-ad [42, 924, 216, 1112]
rates-row [1127, 520, 1501, 538]
change-of-name-ad [224, 164, 389, 380]
ad-old-details: I, MUSKAN HASANSAB KHAZI (Old Name) Resident of #446/A, Nawayathkeri, Manki, Taluk: Honnavar, Dist.: Uttara Kannada, Karnataka State, Pin Code: 581348, India, have changed my name as [49, 189, 209, 287]
ad-new-name: NEELAMBIKA SHREYAS KHINNAVAR [1345, 785, 1472, 812]
rates-row [1127, 556, 1501, 574]
column-3 [393, 160, 572, 1804]
ad-title: CHANGE OF NAME [1130, 690, 1308, 709]
court-notice: IN THE COURT OF THE HON'BLE IV ADDITIONAL CIVIL JUDGE & JMFC AT BALLARI Crl.M.C. No. 18 of 2026 BETWEEN:1. Maghamak and others ....Petitioners AND The Tahsildar cum Registrar Of birth and death, Taluk Office, Ballari and others ....Respondent NOTICE To: 1.The Tahsildar cum Registrar of birth and death, Taluk Office, Kurugodu, Ballari District. 2. Parameshwarappa S/o late Roganna, aged about 78 years, agriculturist 3.T. Devendrappa S/o late Roganna, aged about 68 years, agriculturist. The respondent No. 2 and 3 are R/o W.No.1, Kankal Veerapura village, K Veerapura Post, Ballari Taluk and District. Whereas the above named petitioners filed the application against the respondent seeking death certificate of petitioners GRANDFATHER T. ROGANNA S/O T.BAJARAPPA, DIED ON 15.10.2004 AT K. VEERAPURA VILLAGE, BALLARI TALUK AND DISTRICT. You are hereby summoned to appear in this court in person or by an Advocate duly instructed and able to answer all material questions relating to the claim who shall be accompanied by some person able to answer all such questions, on the day 07/04/2026 at 11:00 O' Clock in the forenoon. to answer the claim. And further you are hereby directed to file on that day a written statement of your defense and to produce on the said day all documents in your possession. Take notice that in default of your appearance on the day before mentioned, the suit will be heard and determined in your absence. Given under my hand and seal of this court on this 28th day of February 2026 at Ballari. By Order of the Court Chief Ministerial Officer Hon'ble IV Addl. Civil Judge and JMFC, Ballari. Vishwanath Advocates for the Petitioner [576, 1155, 750, 1795]
rates-column-header: ₹ಗರಿಷ್ಠ(ಕ್ವಿ) [1384, 476, 1501, 502]
column-7 [1125, 684, 1314, 1330]
news-story [1125, 160, 1503, 435]
ad-new-name: SUSMITA JITURAM MESTRI [51, 841, 201, 869]
masthead [38, 51, 1503, 154]
tender-link[interactable]: https://kppp.karnataka.gov.in [1136, 2023, 1303, 2035]
min-price: 1300 [1269, 627, 1384, 645]
paper-name: ಹೊಸ ದಿಗಂತ [107, 59, 273, 101]
ad-declaration: (new name) henceforth I will be called and recognized by new name for all future purposes, dated: 04/03/2026. [54, 1035, 205, 1105]
tender-shivamogga: ಕಾರ್ಯಪಾಲಕ ಇಂಜಿನಿಯರ್, ಸಣ್ಣ ನೀರಾವರಿ ಮತ್ತು ಅಂತರ್ಜಲ ಅಭಿವೃದ್ಧಿ ವಿಭಾಗ ಕಛೇರಿ, ಕಾಶಿಪುರ ವೃತ್ತ, ಶಿವಮೊಗ್ಗ-577204 ಸಂ.ಕ/ಅ.ಇ/ಶಿ.ವಿ/ಟೆಂಡರ್/ಸಂ.48/2025-26 ದಿ: 02.03.2026 ಸೆಕ್ಷನ್ 1: ಟೆಂಡರ್ ಪ್ರಕಟಣೆ (ಇ-ಪ್ರೊಕ್ಯೂರ್‌ಮೆಂಟ್) ಕಡ್ಡಾಯ - 3/4 ಕಾರ್ಯಪಾಲಕ ಇಂಜಿನಿಯರ್, ಸಣ್ಣ ನೀರಾವರಿ ಮತ್ತು ಅಂತರ್ಜಲ ಅಭಿವೃದ್ಧಿ ವಿಭಾಗ, ಶಿವಮೊಗ್ಗ ಇವರು ಶಿವಮೊಗ್ಗ ಜಿಲ್ಲೆಯ ವಿವಿಧ ಕಾಮಗಾರಿಗಳಿಗೆ ಅರ್ಹ ಗುತ್ತಿಗೆದಾರರಿಂದ ಇ-ಪ್ರೊಕ್ಯೂರ್‌ಮೆಂಟ್ ಮುಖಾಂತರ ಟೆಂಡರ್ ಆಹ್ವಾನಿಸಿದ್ದಾರೆ. ಟೆಂಡರ್ ದಾಖಲೆಗಳನ್ನು ವೆಬ್‌ಸೈಟ್ ನಿಂದ ಪಡೆಯಬಹುದು. ಟೆಂಡರ್ ಸಲ್ಲಿಸಲು ಕೊನೆಯ ದಿನಾಂಕ: 16.03.2026 17:00 ಗಂಟೆ. ಹೆಚ್ಚಿನ ಮಾಹಿತಿಗಾಗಿ ಕಚೇರಿ ವೇಳೆಯಲ್ಲಿ ಸಂಪರ್ಕಿಸಬಹುದು. http://kppp.karnataka.gov.in ಸಹಿ/- ಕಾರ್ಯಪಾಲಕ ಇಂಜಿನಿಯರ್, ಸಣ್ಣ ನೀರಾವರಿ ಮತ್ತು ಅಂತರ್ಜಲ ಅಭಿವೃದ್ಧಿ ವಿಭಾಗ, ಶಿವಮೊಗ್ಗ ವಾ.ಸ.ಸ/ಸಂ/ಜಾ.ಸಂ/3-25-26/13/03/0910 [454, 1810, 937, 2328]
ad-old-details: I, SANTOSH D TERANIMATH (old name) Resident of 2011, Akol Road, Sai Nagar, Nippani - 591237, have changed my name as [233, 1035, 380, 1105]
ad-title: CHANGE OF NAME [942, 416, 1113, 436]
commodity-name: ಈರುಳ್ಳಿ [1127, 610, 1269, 627]
max-price: 5111 [1384, 538, 1501, 556]
ad-old-details: I, AMRUTA PAVANKUMAR KESTE (old name) Resident of H No: 1451 Near Ishwar Temple Ullagaddi Khanapur Belagavi 591221 (address), have changed my name as [948, 798, 1107, 883]
change-of-name-ad [1318, 688, 1499, 876]
ad-title: CHANGE OF NAME [1319, 690, 1498, 709]
ad-title: CHANGE OF NAME [226, 165, 387, 185]
commodity-name: ಮಡಕೆ (ಮಟಕಿ) [1127, 592, 1269, 610]
change-of-name-ad [42, 730, 216, 918]
change-of-name-ad [1129, 688, 1310, 861]
ad-declaration: (new name) henceforth I will be called and recognized by new name for all future purposes, dated: 04/03/2026. [231, 1121, 382, 1177]
commodity-name: ಹೆಸರುಕಾಳು [1127, 538, 1269, 556]
change-of-name-ad-large: CHANGE OF NAME I, AMEER SAB (Old Name) R/o H.No. 138, Devangudihal Road, Opp. Trinity School, Vani Plot, Hubballi-580024 have changed my name after marriage as AMEERSAB BELAGUMI (New Name) Vide Affidavit Sworn Before Notary Honakerappa Horakeri on 03-03-2026 [758, 329, 932, 607]
ad-declaration: (new name) henceforth I will be called and recognized by new name for all future purposes, dated: 04/03/2026. [948, 885, 1107, 954]
change-of-name-ad [224, 1011, 389, 1183]
ad-declaration: (new name) henceforth I will be called and recognized by new name for all future purposes, dated: 04/03/2026. [231, 720, 382, 789]
newspaper-logo [38, 51, 396, 154]
court-notice: IN THE COURT OF THE HON'BLE CIVIL JUDGE AND JMFC AT SIRUGUPPA CRIMINAL MISCELLENEOUS CASE. NO 210 OF 2026 Between: Agasara Parvathamma ....Petitioner V/S The Chief Officer Cum Birth & Death Registrar TMC Tekkalakote. ....Respondents TO WHOMSOEVER IT MAY CONCERN NOTICE WHEREAS above named petitioner here in have instituted above petition under section 13(3)of birth and deaths Acts 1969 against the respondents for purpose of seeking death certificate of petitioner's Brother Late. Onakali Mahadevappa S/o ERANNA, who was died on 18-02-2019 at the residence of the petitioner. Any person interested are here by summoned to appear before this court in person or by pleader duly instructed and able to answer all material questions relating to the petition on: 15-04-2026 at 11.00 am before this court. In default of your appearance on the date/ day of above petition will be heard and determined as Ex-parte. Given under my hand & seal of the court this 04th day of MARCH-2026. By Order of the court, Sd/- Chief ministerial officer, Civil judge & JMFC Court Siruguppa. Sd/- N.Abdul saheb Advocates Siruguppa. [941, 1161, 1115, 1596]
ad-title: CHANGE OF NAME [43, 926, 215, 945]
commodity-name: ಕಡಲೆಕಾಳು [1127, 502, 1269, 520]
dateline [1330, 51, 1503, 154]
ad-declaration: (new name) henceforth I will be called and recognized by new name for all future purposes, dated: 04/03/2026. [49, 856, 209, 911]
change-of-name-ad [941, 609, 1115, 768]
ad-new-name: ASMA AHMEDSAB FANIBAND [70, 1021, 185, 1048]
change-of-name-ad [224, 802, 389, 1004]
ad-new-name: ARATI AMARESH [969, 1064, 1097, 1091]
ad-declaration: (new name) henceforth I will be called and recognized by new name for all future purposes, dated: 04/03/2026. [231, 511, 382, 581]
ad-old-details: I, NEELAMBIKA KEMPANNAVAR S (old name) Resident of #662, Huddar Galli, Chikodi, District: Belagavi, State: 591201, have changed my name as [1327, 713, 1490, 783]
ad-new-name: AHMEDSAB RAJESAB FANIBAND [247, 913, 366, 940]
indent-number: 2.RDPR/2025-26/BD/WORK_INDENT22289/CALL-3 [1136, 1956, 1434, 1969]
ad-title: CHANGE OF NAME [226, 388, 387, 407]
ad-old-details: I, SHAMEEM BANU MAKANDAR (old name) Resident of Keri Oni Navalagund Dharwad Pin - 582208 (address), have changed my name as [241, 619, 372, 704]
indent-number: 3.RDPR/2025-26/RD/WORK_INDENT25325 [1136, 1972, 1388, 1985]
ad-old-details: I, SUTHAR SUSMITA SHANKARLAL (old name) Resident of Plot No 156 SY No 48/1A, Joshi Colony Shahu Nagar Belagavi Pin - 590010 (address), have changed my name as [54, 755, 204, 854]
column-2 [221, 160, 393, 1804]
change-of-name-ad [941, 774, 1115, 961]
court-notice: IN THE COURT OF THE 4TH ADDITIONAL CIVIL JUDGE & JMFC AT BALLARI Crl. M.C. No. 68/2026 Between:1) KHASIM SAB S/O LATE. KHAJA SAB, aged about 58 years, 2) RAJASAB S/O LATE.KHAJA SAB, aged about 54 years, both are residing at Chaganur village, Ballari taluk and District. ...Petitioners And The register of Birth & Death's Register, Thasildhar, Taluk office, Ballari. ...Respondent NOTICE WHEREAS, the above named petitioner has filed the above petition under section 13(2) of Birth and Deaths Act, 1969 against the respondent for the purpose of seeking death certificate of Petitioner's great grandfather by name PEERASAB @ CHINNA PEERANNA S/O LATE KHASIMAPPA was died on 12-12-1969 at Chaganur village, Ballari taluk and District in the above mentioned address. Therefore, If any persons are interested you are hereby directed to appear in this court in person or by a pleader duly instructed on 16-04-2026 at about 11.00 a.m to show cause against the above suit, failing which the suit will be heard and determined ex-parte against you. Given under my hand and the seal of the court on this 04th day MARCH-2026. By Order of the court. Shirestedar, 4th Addl Civil Judge and JMFC Ballari. K.C.RANGAPPA Advocate for the petitioner [941, 1602, 1115, 2056]
ad-declaration: (new name) henceforth I will be called and recognized by new name for all future purposes, dated: 04/03/2026. [52, 468, 207, 524]
column-1 [38, 160, 221, 1804]
rates-row [1127, 538, 1501, 556]
court-notice: IN THE COURT OF THE HON'BLE CIVIL JUDGE AND JMFC AT SIRUGUPPA CRIMINAL MISCELLENEOUS CASE. NO 156 OF 2026 Between: Bhimappa ....Petitioner V/S The Birth & Death Registrar cum The Tahasildar, Taluk office, Siruguppa. ....Respondents TO WHOMSOEVER IT MAY CONCERN NOTICE WHEREAS above named petitioner here in have instituted above petition under section 13(3)of birth and deaths Acts 1969 against the respondents for purpose of seeking death certificate of petitioner's Aunty by name HULIGAMMA W/O Late DURGAPPA, who was died on 27-06-1982 at the residence of the petitioner. Any person interested are here by summoned to appear before this court in person or by pleader duly instructed and able to answer all material questions relating to the petition on: 07-04-2026 at 11.00 am before this court. In default of your appearance on the date/ day of above petition will be heard and determined as Ex-parte. Given under my hand & seal of the court this 04th day of MARCH-2026. By Order of the court, Sd/- Chief ministerial officer, Civil judge & JMFC Court Siruguppa. Sd/- N.Abdul saheb Advocates Siruguppa. [576, 701, 750, 1149]
page-body [38, 160, 1503, 2335]
ad-old-details: I, VIJAYALAXMI HEBBAR (old name) Resident of H No: 844 Ganesh Street Vadgaon Belagavi Pin - 590005 (address), have changed my name as [49, 562, 210, 632]
tender-link[interactable]: http://kppp.karnataka.gov.in [464, 1962, 626, 1974]
commodity-name: ಸೋಯಾಬೀನ್ [1127, 645, 1269, 663]
ad-old-details: I, MUTTAPPA HADAGALI (old name) Resident of #25, Grma Panchayiti Road, Hubballi Yavar Oni 1st Ward, Kotabal, Print Date: 14/08/2023 Kotabal, Gadag, Karnataka, 582209, have changed my name as [233, 189, 380, 302]
change-of-name-ad [941, 164, 1115, 409]
ad-new-name: ADIL ASHRAF [1022, 691, 1095, 704]
change-of-name-ad [224, 386, 389, 588]
